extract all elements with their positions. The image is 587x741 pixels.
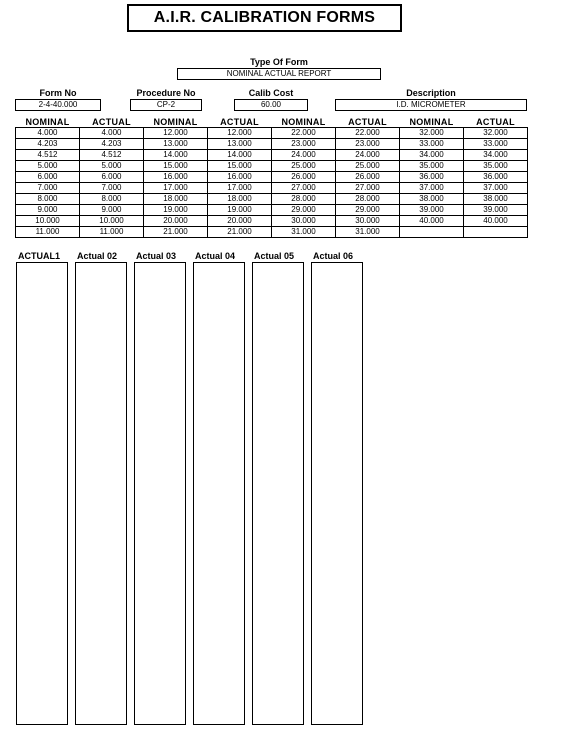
form-title: A.I.R. CALIBRATION FORMS: [127, 4, 402, 32]
table-cell: 14.000: [144, 150, 208, 161]
table-cell: 27.000: [336, 183, 400, 194]
table-cell: 16.000: [144, 172, 208, 183]
description-label: Description: [406, 88, 456, 98]
actual-02-label: Actual 02: [77, 251, 118, 261]
table-cell: 8.000: [80, 194, 144, 205]
col-header: ACTUAL: [348, 117, 387, 127]
table-cell: 19.000: [208, 205, 272, 216]
table-cell: 11.000: [80, 227, 144, 238]
table-cell: 9.000: [80, 205, 144, 216]
table-cell: 21.000: [144, 227, 208, 238]
table-cell: 13.000: [208, 139, 272, 150]
table-cell: 6.000: [16, 172, 80, 183]
form-no-field: 2-4-40.000: [15, 99, 101, 111]
table-cell: 4.000: [80, 128, 144, 139]
col-header: NOMINAL: [153, 117, 198, 127]
description-field: I.D. MICROMETER: [335, 99, 527, 111]
table-cell: 21.000: [208, 227, 272, 238]
actual-03-label: Actual 03: [136, 251, 177, 261]
table-cell: 23.000: [272, 139, 336, 150]
table-cell: 12.000: [144, 128, 208, 139]
table-cell: 14.000: [208, 150, 272, 161]
table-cell: 31.000: [272, 227, 336, 238]
table-cell: 10.000: [80, 216, 144, 227]
procedure-no-label: Procedure No: [136, 88, 196, 98]
table-cell: 33.000: [400, 139, 464, 150]
table-cell: 28.000: [272, 194, 336, 205]
table-cell: 18.000: [144, 194, 208, 205]
table-cell: 16.000: [208, 172, 272, 183]
table-cell: 23.000: [336, 139, 400, 150]
table-row: [16, 172, 528, 183]
actual-01-column[interactable]: [16, 262, 68, 725]
type-of-form-field: NOMINAL ACTUAL REPORT: [177, 68, 381, 80]
table-cell: 17.000: [208, 183, 272, 194]
table-cell: 35.000: [400, 161, 464, 172]
col-header: ACTUAL: [220, 117, 259, 127]
table-row: [16, 227, 528, 238]
col-header: NOMINAL: [25, 117, 70, 127]
table-cell: 8.000: [16, 194, 80, 205]
table-cell: 39.000: [400, 205, 464, 216]
table-row: [16, 194, 528, 205]
table-row: [16, 216, 528, 227]
table-cell: 5.000: [80, 161, 144, 172]
table-cell: 6.000: [80, 172, 144, 183]
actual-02-column[interactable]: [75, 262, 127, 725]
actual-03-column[interactable]: [134, 262, 186, 725]
col-header: NOMINAL: [281, 117, 326, 127]
table-header-row: [16, 117, 528, 128]
table-cell: 19.000: [144, 205, 208, 216]
table-cell: 36.000: [400, 172, 464, 183]
table-cell: 38.000: [464, 194, 528, 205]
table-cell: 29.000: [336, 205, 400, 216]
table-cell: 22.000: [272, 128, 336, 139]
table-cell: 40.000: [464, 216, 528, 227]
form-no-label: Form No: [39, 88, 77, 98]
table-cell: 36.000: [464, 172, 528, 183]
table-cell: 34.000: [400, 150, 464, 161]
table-cell: 28.000: [336, 194, 400, 205]
table-cell: 20.000: [144, 216, 208, 227]
table-cell: 7.000: [16, 183, 80, 194]
table-cell: [464, 227, 528, 238]
table-cell: 10.000: [16, 216, 80, 227]
table-cell: 4.512: [80, 150, 144, 161]
table-cell: 5.000: [16, 161, 80, 172]
table-cell: 18.000: [208, 194, 272, 205]
table-cell: 17.000: [144, 183, 208, 194]
table-cell: 24.000: [272, 150, 336, 161]
table-cell: 30.000: [336, 216, 400, 227]
table-cell: 4.203: [80, 139, 144, 150]
calib-cost-field: 60.00: [234, 99, 308, 111]
actual-06-column[interactable]: [311, 262, 363, 725]
nominal-actual-table: [15, 117, 528, 238]
table-row: [16, 205, 528, 216]
table-row: [16, 139, 528, 150]
table-cell: 37.000: [464, 183, 528, 194]
actual-06-label: Actual 06: [313, 251, 354, 261]
table-cell: 12.000: [208, 128, 272, 139]
table-cell: 39.000: [464, 205, 528, 216]
table-cell: 33.000: [464, 139, 528, 150]
table-cell: 20.000: [208, 216, 272, 227]
table-cell: 4.203: [16, 139, 80, 150]
table-cell: 4.000: [16, 128, 80, 139]
table-cell: 25.000: [336, 161, 400, 172]
table-row: [16, 161, 528, 172]
table-cell: 15.000: [144, 161, 208, 172]
table-cell: 32.000: [400, 128, 464, 139]
actual-04-column[interactable]: [193, 262, 245, 725]
col-header: ACTUAL: [476, 117, 515, 127]
table-cell: 38.000: [400, 194, 464, 205]
table-cell: 11.000: [16, 227, 80, 238]
table-cell: 30.000: [272, 216, 336, 227]
type-of-form-label: Type Of Form: [250, 57, 308, 67]
table-cell: 4.512: [16, 150, 80, 161]
table-cell: 22.000: [336, 128, 400, 139]
table-cell: 31.000: [336, 227, 400, 238]
table-cell: 7.000: [80, 183, 144, 194]
actual-05-column[interactable]: [252, 262, 304, 725]
table-cell: 26.000: [272, 172, 336, 183]
table-cell: 15.000: [208, 161, 272, 172]
table-cell: 13.000: [144, 139, 208, 150]
table-cell: 25.000: [272, 161, 336, 172]
calib-cost-label: Calib Cost: [248, 88, 294, 98]
actual-04-label: Actual 04: [195, 251, 236, 261]
table-cell: 27.000: [272, 183, 336, 194]
table-cell: 26.000: [336, 172, 400, 183]
table-cell: 32.000: [464, 128, 528, 139]
table-cell: 40.000: [400, 216, 464, 227]
table-cell: 37.000: [400, 183, 464, 194]
table-row: [16, 183, 528, 194]
table-row: [16, 150, 528, 161]
table-cell: 9.000: [16, 205, 80, 216]
table-row: [16, 128, 528, 139]
table-cell: 35.000: [464, 161, 528, 172]
col-header: NOMINAL: [409, 117, 454, 127]
actual-01-label: ACTUAL1: [18, 251, 60, 261]
table-cell: 24.000: [336, 150, 400, 161]
table-cell: 34.000: [464, 150, 528, 161]
procedure-no-field: CP-2: [130, 99, 202, 111]
table-cell: [400, 227, 464, 238]
table-cell: 29.000: [272, 205, 336, 216]
actual-05-label: Actual 05: [254, 251, 295, 261]
col-header: ACTUAL: [92, 117, 131, 127]
